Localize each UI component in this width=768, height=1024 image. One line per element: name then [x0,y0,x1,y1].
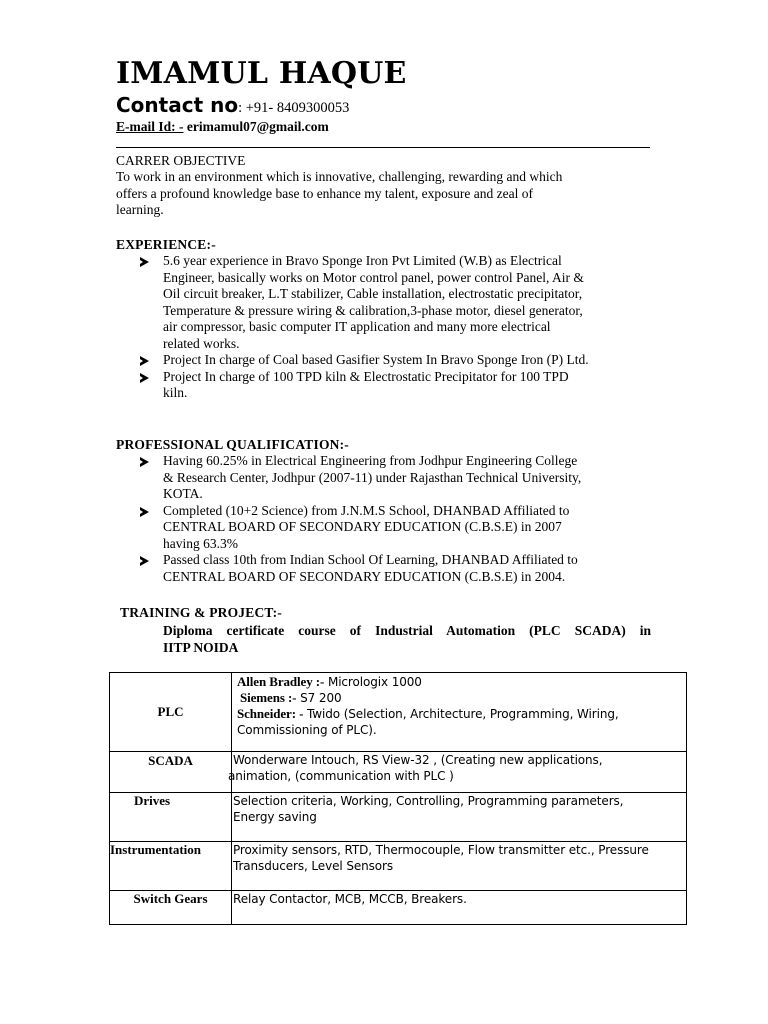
cell-line: Selection criteria, Working, Controlling, Programming parameters, [233,794,624,808]
email-address: erimamul07@gmail.com [186,119,329,134]
qualification-list [116,453,656,585]
table-row [110,842,687,891]
item-line: Temperature & pressure wiring & calibration,3-phase motor, diesel generator, [163,302,583,318]
cell-line: animation, (communication with PLC ) [228,769,454,783]
experience-heading: EXPERIENCE:- [116,237,216,252]
row-key-plc: PLC [110,673,232,752]
item-line: air compressor, basic computer IT application and many more electrical [163,319,551,334]
objective-line: offers a profound knowledge base to enhance my talent, exposure and zeal of [116,185,533,201]
row-key-scada: SCADA [110,752,232,793]
header-divider [116,147,650,148]
item-line: CENTRAL BOARD OF SECONDARY EDUCATION (C.B.S.E) in 2007 [163,519,562,534]
candidate-name: IMAMUL HAQUE [116,56,407,91]
item-line: KOTA. [163,486,203,501]
contact-line [116,92,349,121]
item-line: & Research Center, Jodhpur (2007-11) under Rajasthan Technical University, [163,469,582,485]
item-line: having 63.3% [163,535,238,551]
email-label: E-mail Id: - [116,119,184,134]
objective-line: learning. [116,202,164,217]
row-value-scada [228,752,687,793]
table-row [110,793,687,842]
arrow-bullet-icon [140,373,149,383]
table-row [110,891,687,925]
item-line: Passed class 10th from Indian School Of Learning, DHANBAD Affiliated to [163,552,578,567]
course-line: IITP NOIDA [163,640,239,655]
item-line: 5.6 year experience in Bravo Sponge Iron Pvt Limited (W.B) as Electrical [163,253,562,268]
plc-schneider-value: Twido (Selection, Architecture, Programming, Wiring, [303,707,619,721]
arrow-bullet-icon [140,507,149,517]
list-item [116,352,656,369]
contact-label: Contact no [116,93,239,117]
row-key-switch-gears: Switch Gears [110,891,232,925]
list-item [116,253,656,352]
row-value-drives [232,793,687,842]
plc-allen-label: Allen Bradley :- [237,674,325,689]
item-line: Completed (10+2 Science) from J.N.M.S School, DHANBAD Affiliated to [163,502,570,518]
training-heading: TRAINING & PROJECT:- [120,605,282,620]
item-line: Engineer, basically works on Motor control panel, power control Panel, Air & [163,269,584,285]
cell-line: Relay Contactor, MCB, MCCB, Breakers. [233,892,467,906]
arrow-bullet-icon [140,457,149,467]
table-row [110,673,687,752]
cell-line: Transducers, Level Sensors [233,859,394,873]
item-line: Having 60.25% in Electrical Engineering from Jodhpur Engineering College [163,453,578,468]
arrow-bullet-icon [140,257,149,267]
objective-line: To work in an environment which is innovative, challenging, rewarding and which [116,169,563,184]
objective-section [116,152,656,219]
training-section [120,604,660,621]
item-line: kiln. [163,385,188,400]
item-line: CENTRAL BOARD OF SECONDARY EDUCATION (C.B.S.E) in 2004. [163,568,566,584]
plc-siemens-value: S7 200 [296,691,342,705]
contact-phone: : +91- 8409300053 [238,100,350,116]
row-value-switch-gears [232,891,687,925]
cell-line: Proximity sensors, RTD, Thermocouple, Flow transmitter etc., Pressure [233,843,649,857]
row-value-instrumentation [232,842,687,891]
objective-heading: CARRER OBJECTIVE [116,153,246,168]
table-row [110,752,687,793]
list-item [116,503,656,553]
qualification-section [116,436,656,585]
course-line: Diploma certificate course of Industrial Automation (PLC SCADA) in [163,623,651,638]
item-line: Oil circuit breaker, L.T stabilizer, Cable installation, electrostatic precipitator, [163,286,583,301]
row-key-drives: Drives [110,793,232,842]
experience-section [116,236,656,402]
experience-list [116,253,656,402]
email-line [116,119,329,135]
plc-siemens-label: Siemens :- [240,690,297,705]
arrow-bullet-icon [140,356,149,366]
item-line: Project In charge of 100 TPD kiln & Electrostatic Precipitator for 100 TPD [163,368,569,384]
list-item [116,453,656,503]
list-item [116,552,656,585]
item-line: related works. [163,335,240,351]
item-line: Project In charge of Coal based Gasifier System In Bravo Sponge Iron (P) Ltd. [163,352,589,367]
qualification-heading: PROFESSIONAL QUALIFICATION:- [116,437,350,452]
plc-schneider-value: Commissioning of PLC). [237,723,377,737]
list-item [116,369,656,402]
plc-allen-value: Micrologix 1000 [324,675,422,689]
row-key-instrumentation: Instrumentation [110,842,232,891]
skills-table [109,672,687,925]
row-value-plc [232,673,687,752]
cell-line: Wonderware Intouch, RS View-32 , (Creating new applications, [233,753,603,767]
arrow-bullet-icon [140,556,149,566]
cell-line: Energy saving [233,810,317,824]
plc-schneider-label: Schneider: - [237,706,304,721]
